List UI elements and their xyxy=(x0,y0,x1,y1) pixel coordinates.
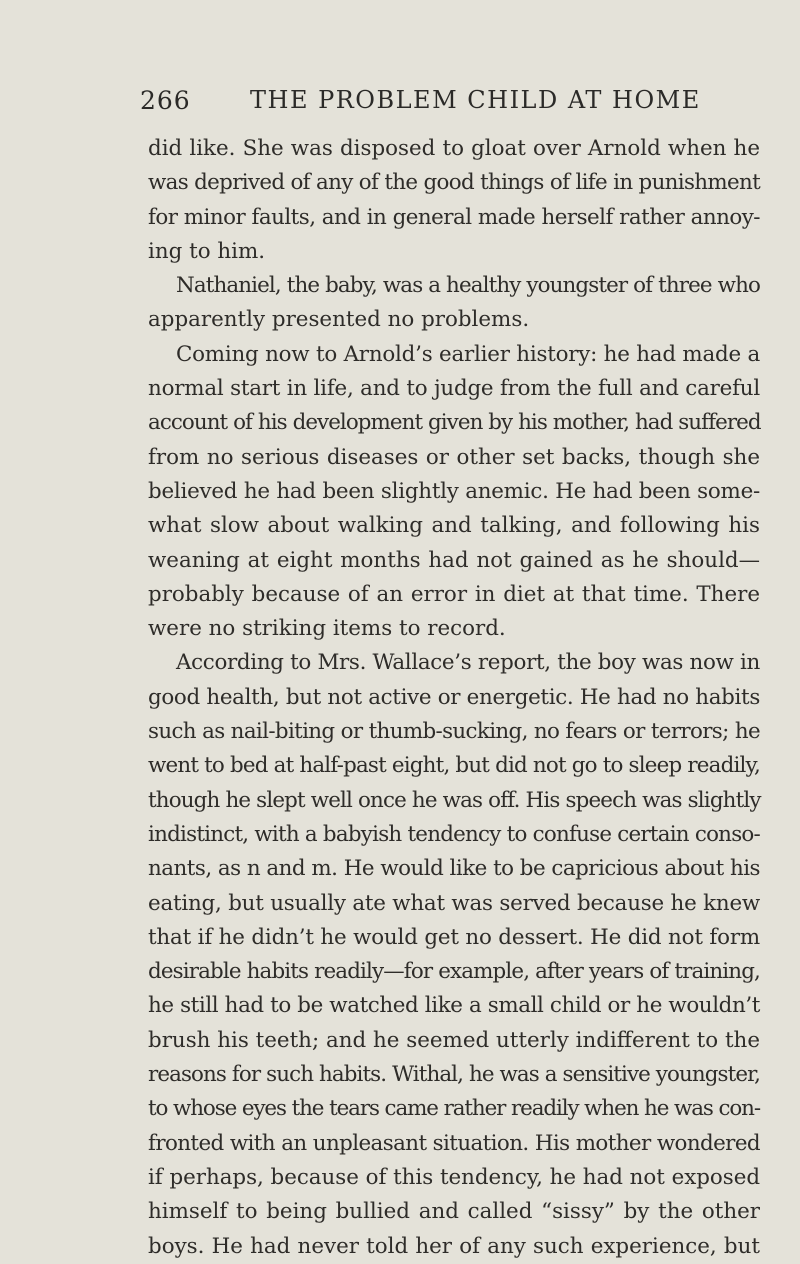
text-line: brush his teeth; and he seemed utterly indifferent to the xyxy=(148,1027,760,1053)
text-line: account of his development given by his mother, had suffered xyxy=(148,410,761,436)
text-line: boys. He had never told her of any such experience, but xyxy=(148,1233,760,1259)
text-line: weaning at eight months had not gained as he should— xyxy=(148,547,760,573)
text-line: such as nail-biting or thumb-sucking, no fears or terrors; he xyxy=(148,719,760,745)
text-line: indistinct, with a babyish tendency to confuse certain conso- xyxy=(148,821,760,847)
text-line: apparently presented no problems. xyxy=(148,307,530,333)
running-head xyxy=(140,86,760,126)
text-line: fronted with an unpleasant situation. His mother wondered xyxy=(148,1130,760,1156)
text-line: believed he had been slightly anemic. He had been some- xyxy=(148,478,760,504)
text-line: he still had to be watched like a small child or he wouldn’t xyxy=(148,993,760,1019)
text-line: was deprived of any of the good things of life in punishment xyxy=(148,170,760,196)
text-line: Coming now to Arnold’s earlier history: he had made a xyxy=(176,341,760,367)
text-line: probably because of an error in diet at that time. There xyxy=(148,581,760,607)
text-line: good health, but not active or energetic. He had no habits xyxy=(148,684,760,710)
text-line: did like. She was disposed to gloat over Arnold when he xyxy=(148,136,760,161)
text-line: to whose eyes the tears came rather readily when he was con- xyxy=(148,1096,760,1122)
text-line: Nathaniel, the baby, was a healthy youngster of three who xyxy=(176,273,760,299)
text-line: himself to being bullied and called “sissy” by the other xyxy=(148,1199,760,1225)
running-title: THE PROBLEM CHILD AT HOME xyxy=(250,86,701,114)
text-line: were no striking items to record. xyxy=(148,616,506,642)
text-line: for minor faults, and in general made herself rather annoy- xyxy=(148,204,760,230)
text-line: what slow about walking and talking, and following his xyxy=(148,513,760,539)
text-line: ing to him. xyxy=(148,238,266,264)
text-line: normal start in life, and to judge from the full and careful xyxy=(148,376,760,402)
text-line: desirable habits readily—for example, after years of training, xyxy=(148,959,761,985)
text-line: eating, but usually ate what was served because he knew xyxy=(148,890,760,916)
text-line: that if he didn’t he would get no dessert. He did not form xyxy=(148,924,761,950)
text-line: went to bed at half-past eight, but did not go to sleep readily, xyxy=(148,753,760,779)
text-line: from no serious diseases or other set backs, though she xyxy=(148,444,760,470)
body-text xyxy=(148,132,760,1264)
text-line: reasons for such habits. Withal, he was a sensitive youngster, xyxy=(148,1062,760,1088)
text-line: though he slept well once he was off. His speech was slightly xyxy=(148,787,761,813)
text-line: According to Mrs. Wallace’s report, the boy was now in xyxy=(176,650,760,676)
text-line: if perhaps, because of this tendency, he had not exposed xyxy=(148,1164,760,1190)
text-line: nants, as n and m. He would like to be capricious about his xyxy=(148,856,760,882)
page-number: 266 xyxy=(140,86,191,115)
